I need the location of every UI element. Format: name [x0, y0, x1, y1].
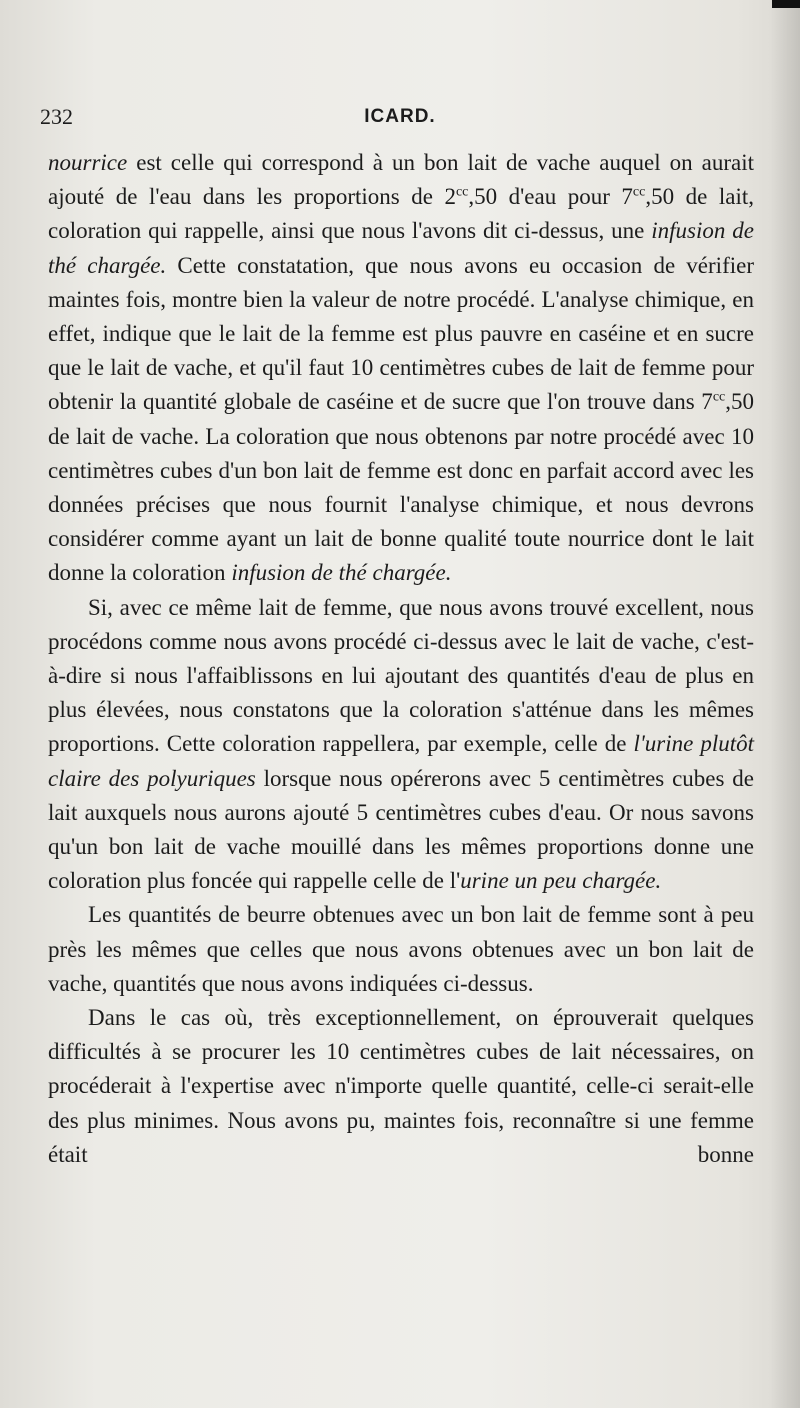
paragraph-1	[48, 146, 754, 591]
superscript-unit: cc	[455, 184, 469, 200]
text-segment: ,50 de lait, coloration qui rappelle, ainsi que nous l'avons dit ci-dessus, une	[48, 184, 754, 244]
text-segment-italic: urine un peu chargée.	[460, 868, 662, 894]
text-segment: est celle qui correspond à un bon lait de vache auquel on aurait ajouté de l'eau dans les proportions de 2	[48, 150, 754, 210]
superscript-unit: cc	[712, 389, 726, 405]
paragraph-3	[48, 898, 754, 1001]
text-segment: Les quantités de beurre obtenues avec un bon lait de femme sont à peu près les mêmes que celles que nous avons obtenues avec un bon lait de vache, quantités que nous avons indiquées ci-dessus.	[48, 902, 754, 996]
superscript-unit: cc	[632, 184, 646, 200]
page-number: 232	[40, 104, 73, 129]
text-segment-italic: infusion de thé chargée.	[231, 560, 452, 586]
text-body	[48, 146, 754, 1172]
paragraph-2	[48, 591, 754, 899]
text-segment: Cette constatation, que nous avons eu occasion de vérifier maintes fois, montre bien la valeur de notre procédé. L'analyse chimique, en effet, indique que le lait de la femme est plus pauvre en caséine et en sucre que le lait de vache, et qu'il faut 10 centimètres cubes de lait de femme pour obtenir la quantité globale de caséine et de sucre que l'on trouve dans 7	[48, 252, 754, 415]
text-segment: lorsque nous opérerons avec 5 centimètres cubes de lait auxquels nous aurons ajouté 5 centimètres cubes d'eau. Or nous savons qu'un bon lait de vache mouillé dans les mêmes proportions donne une coloration plus foncée qui rappelle celle de l'	[48, 765, 754, 894]
text-segment-italic: infusion de thé chargée.	[48, 218, 754, 278]
page-edge-shadow	[770, 0, 800, 1408]
text-segment: Si, avec ce même lait de femme, que nous avons trouvé excellent, nous procédons comme nous avons procédé ci-dessus avec le lait de vache, c'est-à-dire si nous l'affaiblissons en lui ajoutant des quantités d'eau de plus en plus élevées, nous constatons que la coloration s'atténue dans les mêmes proportions. Cette coloration rappellera, par exemple, celle de	[48, 594, 754, 757]
text-segment-italic: l'urine plutôt claire des polyuriques	[48, 731, 755, 791]
text-segment: ,50 de lait de vache. La coloration que nous obtenons par notre procédé avec 10 centimètres cubes d'un bon lait de femme est donc en parfait accord avec les données précises que nous fournit l'analyse chimique, et nous devrons considérer comme ayant un lait de bonne qualité toute nourrice dont le lait donne la coloration	[48, 389, 754, 586]
page-header	[40, 104, 760, 136]
scan-corner-mark	[772, 0, 800, 8]
paragraph-4	[48, 1001, 754, 1172]
text-segment: Dans le cas où, très exceptionnellement, on éprouverait quelques difficultés à se procurer les 10 centimètres cubes de lait nécessaires, on procéderait à l'expertise avec n'importe quelle quantité, celle-ci serait-elle des plus minimes. Nous avons pu, maintes fois, reconnaître si une femme était bonne	[48, 1005, 754, 1167]
text-segment-italic: nourrice	[48, 150, 128, 175]
text-segment: ,50 d'eau pour 7	[468, 184, 633, 210]
running-head: ICARD.	[364, 106, 436, 127]
